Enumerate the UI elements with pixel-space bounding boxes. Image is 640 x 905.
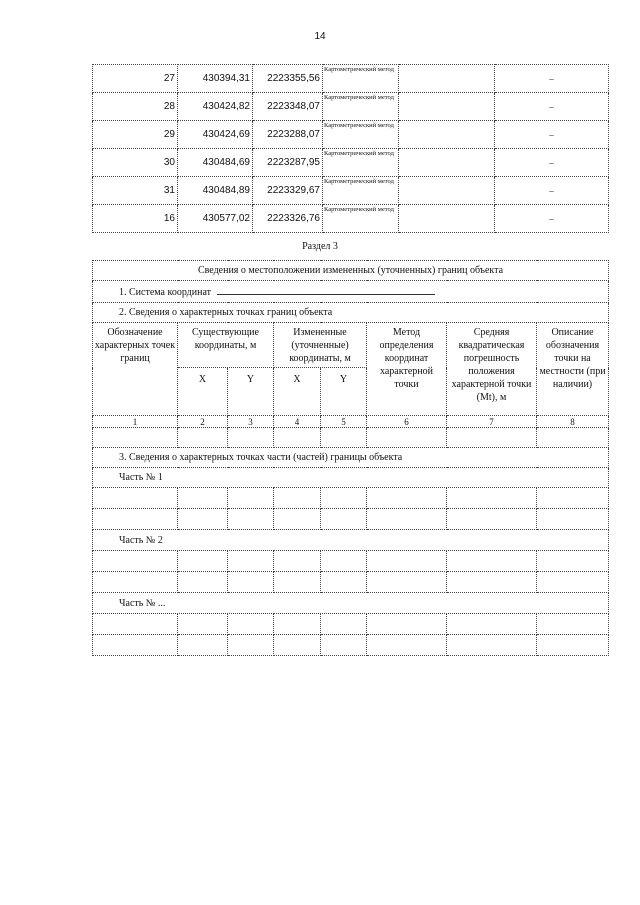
empty-cell <box>228 572 274 593</box>
subsection-3-title: 3. Сведения о характерных точках части (частей) границы объекта <box>93 448 609 468</box>
table-row <box>93 635 609 656</box>
section-header: Сведения о местоположении измененных (уточненных) границ объекта <box>93 261 609 281</box>
empty-cell <box>447 572 537 593</box>
empty-cell <box>178 488 228 509</box>
x-coordinate-cell: 430394,31 <box>178 65 253 93</box>
empty-cell <box>367 428 447 448</box>
column-number: 8 <box>537 416 609 428</box>
empty-cell <box>367 572 447 593</box>
coordinate-system-blank <box>217 285 435 295</box>
column-number: 4 <box>274 416 321 428</box>
coordinate-system-row <box>93 281 609 303</box>
method-cell: Картометрический метод <box>323 205 399 233</box>
empty-cell <box>399 149 495 177</box>
empty-cell <box>93 614 178 635</box>
empty-cell <box>93 551 178 572</box>
point-number-cell: 29 <box>93 121 178 149</box>
table-row <box>93 121 609 149</box>
empty-cell <box>178 635 228 656</box>
y-coordinate-cell: 2223287,95 <box>253 149 323 177</box>
empty-cell <box>93 428 178 448</box>
point-number-cell: 27 <box>93 65 178 93</box>
col-error-header: Средняя квадратическая погрешность положения характерной точки (Mt), м <box>447 323 537 416</box>
part-2-label: Часть № 2 <box>93 530 609 551</box>
col-existing-header: Существующие координаты, м <box>178 323 274 368</box>
method-cell: Картометрический метод <box>323 177 399 205</box>
empty-cell <box>367 488 447 509</box>
empty-cell <box>367 635 447 656</box>
empty-cell <box>447 551 537 572</box>
col-description-header: Описание обозначения точки на местности (при наличии) <box>537 323 609 416</box>
empty-cell <box>228 509 274 530</box>
column-number: 5 <box>321 416 367 428</box>
col-designation-header: Обозначение характерных точек границ <box>93 323 178 416</box>
col-changed-y: Y <box>321 368 367 416</box>
point-number-cell: 31 <box>93 177 178 205</box>
x-coordinate-cell: 430424,82 <box>178 93 253 121</box>
x-coordinate-cell: 430484,69 <box>178 149 253 177</box>
col-existing-x: X <box>178 368 228 416</box>
y-coordinate-cell: 2223329,67 <box>253 177 323 205</box>
empty-cell <box>178 428 228 448</box>
empty-cell <box>178 614 228 635</box>
empty-cell <box>537 572 609 593</box>
empty-cell <box>228 635 274 656</box>
description-cell: – <box>495 121 609 149</box>
table-row <box>93 488 609 509</box>
page-number: 14 <box>314 31 326 42</box>
y-coordinate-cell: 2223288,07 <box>253 121 323 149</box>
part-1-label: Часть № 1 <box>93 468 609 488</box>
boundary-points-table <box>92 260 609 656</box>
subsection-2-title: 2. Сведения о характерных точках границ объекта <box>93 303 609 323</box>
empty-cell <box>321 488 367 509</box>
empty-cell <box>367 614 447 635</box>
column-number: 2 <box>178 416 228 428</box>
x-coordinate-cell: 430484,89 <box>178 177 253 205</box>
empty-cell <box>93 509 178 530</box>
empty-cell <box>537 614 609 635</box>
y-coordinate-cell: 2223355,56 <box>253 65 323 93</box>
empty-cell <box>537 635 609 656</box>
y-coordinate-cell: 2223326,76 <box>253 205 323 233</box>
col-existing-y: Y <box>228 368 274 416</box>
point-number-cell: 28 <box>93 93 178 121</box>
empty-cell <box>178 509 228 530</box>
description-cell: – <box>495 205 609 233</box>
table-row <box>93 509 609 530</box>
section-title: Раздел 3 <box>302 241 338 252</box>
empty-cell <box>399 93 495 121</box>
empty-cell <box>367 551 447 572</box>
description-cell: – <box>495 65 609 93</box>
empty-cell <box>399 177 495 205</box>
column-numbers-row <box>93 416 609 428</box>
empty-cell <box>93 488 178 509</box>
empty-cell <box>93 572 178 593</box>
empty-cell <box>274 614 321 635</box>
table-row <box>93 551 609 572</box>
empty-cell <box>178 551 228 572</box>
empty-cell <box>399 121 495 149</box>
empty-cell <box>321 635 367 656</box>
column-number: 6 <box>367 416 447 428</box>
table-row <box>93 572 609 593</box>
empty-cell <box>447 635 537 656</box>
empty-cell <box>447 488 537 509</box>
x-coordinate-cell: 430577,02 <box>178 205 253 233</box>
method-cell: Картометрический метод <box>323 149 399 177</box>
empty-cell <box>321 551 367 572</box>
empty-cell <box>178 572 228 593</box>
empty-cell <box>274 509 321 530</box>
coordinate-system-label: 1. Система координат <box>119 287 212 298</box>
description-cell: – <box>495 93 609 121</box>
point-number-cell: 16 <box>93 205 178 233</box>
empty-cell <box>274 428 321 448</box>
method-cell: Картометрический метод <box>323 93 399 121</box>
empty-cell <box>274 488 321 509</box>
table-row <box>93 614 609 635</box>
table-row <box>93 428 609 448</box>
empty-cell <box>274 635 321 656</box>
empty-cell <box>537 509 609 530</box>
col-method-header: Метод определения координат характерной точки <box>367 323 447 416</box>
method-cell: Картометрический метод <box>323 65 399 93</box>
part-n-label: Часть № ... <box>93 593 609 614</box>
table-row <box>93 93 609 121</box>
empty-cell <box>321 614 367 635</box>
empty-cell <box>321 509 367 530</box>
empty-cell <box>537 488 609 509</box>
empty-cell <box>447 428 537 448</box>
x-coordinate-cell: 430424,69 <box>178 121 253 149</box>
table-row <box>93 205 609 233</box>
empty-cell <box>321 428 367 448</box>
empty-cell <box>274 572 321 593</box>
empty-cell <box>274 551 321 572</box>
description-cell: – <box>495 177 609 205</box>
empty-cell <box>321 572 367 593</box>
method-cell: Картометрический метод <box>323 121 399 149</box>
y-coordinate-cell: 2223348,07 <box>253 93 323 121</box>
empty-cell <box>537 551 609 572</box>
empty-cell <box>447 614 537 635</box>
empty-cell <box>228 551 274 572</box>
column-number: 1 <box>93 416 178 428</box>
empty-cell <box>399 205 495 233</box>
table-row <box>93 177 609 205</box>
column-number: 7 <box>447 416 537 428</box>
coordinates-continuation-table <box>92 64 609 233</box>
col-changed-header: Измененные (уточненные) координаты, м <box>274 323 367 368</box>
empty-cell <box>228 614 274 635</box>
table-row <box>93 65 609 93</box>
empty-cell <box>228 488 274 509</box>
empty-cell <box>399 65 495 93</box>
empty-cell <box>367 509 447 530</box>
empty-cell <box>537 428 609 448</box>
column-number: 3 <box>228 416 274 428</box>
description-cell: – <box>495 149 609 177</box>
col-changed-x: X <box>274 368 321 416</box>
point-number-cell: 30 <box>93 149 178 177</box>
table-row <box>93 149 609 177</box>
empty-cell <box>447 509 537 530</box>
empty-cell <box>228 428 274 448</box>
empty-cell <box>93 635 178 656</box>
